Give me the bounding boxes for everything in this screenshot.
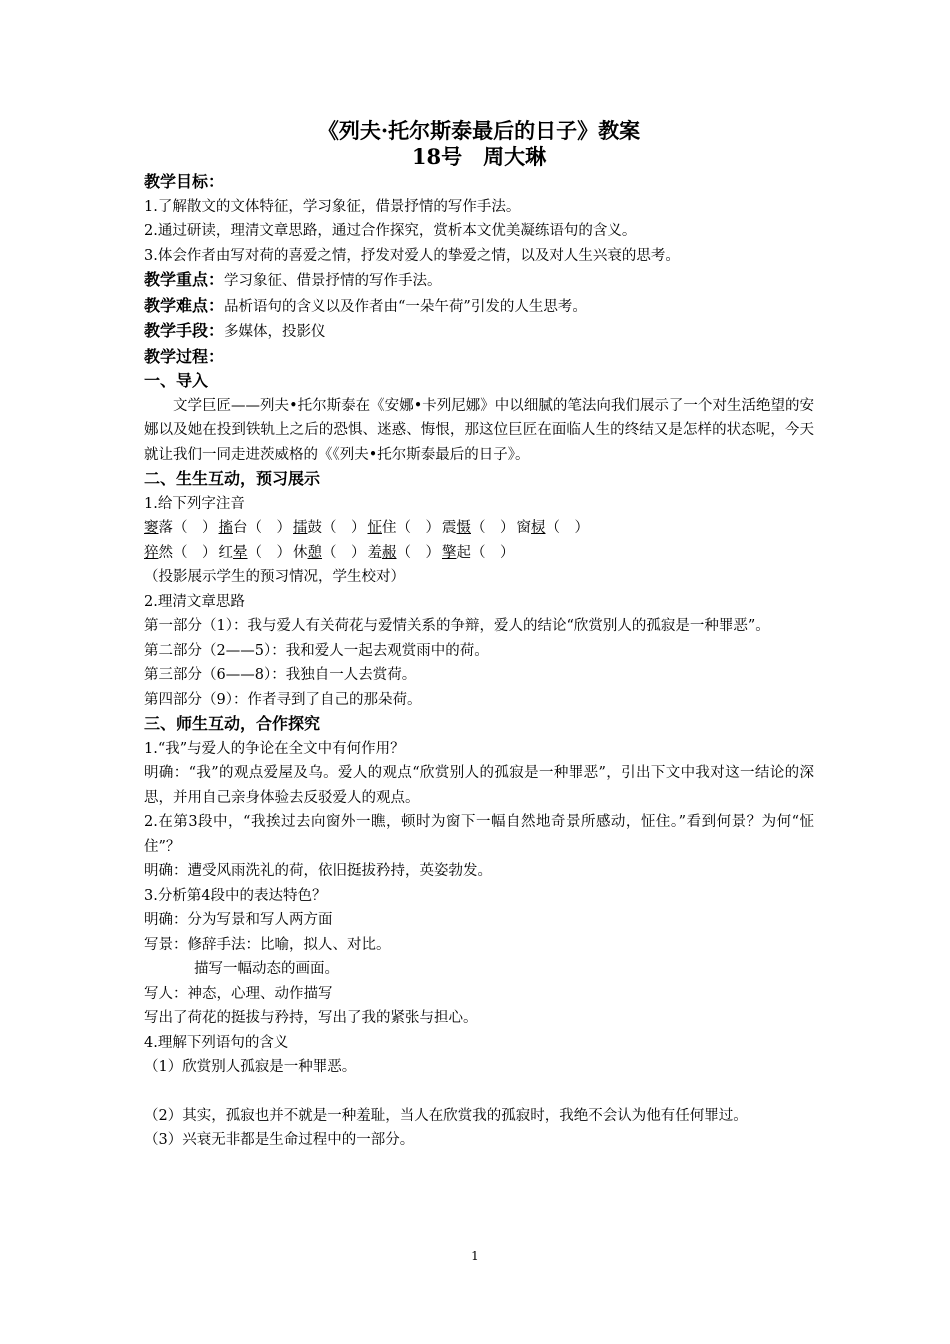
pinyin-item: 红晕（ ） (218, 544, 291, 561)
process-heading: 教学过程： (144, 346, 225, 366)
document-title: 《列夫·托尔斯泰最后的日子》教案 (317, 118, 641, 143)
section-2-title: 二、生生互动，预习展示 (144, 469, 321, 488)
sentence-1: （1）欣赏别人孤寂是一种罪恶。 (144, 1059, 357, 1075)
answer-3-line: 写出了荷花的挺拔与矜持，写出了我的紧张与担心。 (144, 1010, 478, 1026)
answer-3-line: 写人：神态，心理、动作描写 (144, 985, 333, 1002)
difficulties-label: 教学难点： (144, 295, 225, 315)
difficulties (144, 294, 814, 320)
answer-1: 明确：“我”的观点爱屋及乌。爱人的观点“欣赏别人的孤寂是一种罪恶”，引出下文中我对这一结论的深思，并用自己亲身体验去反驳爱人的观点。 (144, 765, 814, 806)
goal-item: 3.体会作者由写对荷的喜爱之情，抒发对爱人的挚爱之情，以及对人生兴衰的思考。 (144, 247, 680, 264)
pinyin-item: 怔住（ ） (367, 520, 440, 536)
section-1-paragraph: 文学巨匠——列夫•托尔斯泰在《安娜•卡列尼娜》中以细腻的笔法向我们展示了一个对生活绝望的安娜以及她在投到铁轨上之后的恐惧、迷惑、悔恨，那这位巨匠在面临人生的终结又是怎样的状态呢，今天就让我们一同走进茨威格的《《列夫•托尔斯泰最后的日子》。 (144, 397, 814, 463)
teaching-means-text: 多媒体，投影仪 (224, 324, 326, 340)
question-1: 1.“我”与爱人的争论在全文中有何作用？ (144, 740, 405, 757)
pinyin-item: 搐台（ ） (218, 520, 291, 536)
goals-heading: 教学目标： (144, 172, 225, 191)
pinyin-question: 1.给下列字注音 (144, 495, 245, 512)
goal-item: 2.通过研读，理清文章思路，通过合作探究，赏析本文优美凝练语句的含义。 (144, 223, 637, 239)
difficulties-text: 品析语句的含义以及作者由“一朵午荷”引发的人生思考。 (224, 298, 587, 315)
answer-3-line: 明确：分为写景和写人两方面 (144, 912, 333, 928)
pinyin-row-2 (144, 541, 814, 566)
teaching-means-label: 教学手段： (144, 321, 225, 340)
structure-part-3: 第三部分（6——8）：我独自一人去赏荷。 (144, 667, 417, 683)
pinyin-item: 窗棂（ ） (516, 520, 589, 536)
structure-part-1: 第一部分（1）：我与爱人有关荷花与爱情关系的争辩，爱人的结论“欣赏别人的孤寂是一种罪恶”。 (144, 618, 770, 634)
pinyin-item: 擎起（ ） (442, 544, 515, 561)
pinyin-item: 震慑（ ） (442, 520, 515, 536)
answer-3-line: 描写一幅动态的画面。 (194, 961, 339, 977)
structure-part-2: 第二部分（2——5）：我和爱人一起去观赏雨中的荷。 (144, 642, 489, 659)
pinyin-row-1 (144, 516, 814, 541)
sentence-3: （3）兴衰无非都是生命过程中的一部分。 (144, 1132, 415, 1148)
structure-part-4: 第四部分（9）：作者寻到了自己的那朵荷。 (144, 691, 422, 708)
key-points-text: 学习象征、借景抒情的写作手法。 (224, 273, 442, 289)
teaching-means (144, 319, 814, 345)
sentence-2: （2）其实，孤寂也并不就是一种羞耻，当人在欣赏我的孤寂时，我绝不会认为他有任何罪过。 (144, 1107, 748, 1124)
section-1-title: 一、导入 (144, 371, 209, 390)
pinyin-item: 擂鼓（ ） (293, 520, 366, 536)
pinyin-item: 羞赧（ ） (367, 544, 440, 561)
answer-2: 明确：遭受风雨洗礼的荷，依旧挺拔矜持，英姿勃发。 (144, 863, 492, 879)
page-number: 1 (471, 1249, 479, 1263)
pinyin-item: 窭落（ ） (144, 520, 217, 536)
question-3: 3.分析第4段中的表达特色？ (144, 887, 327, 904)
question-4: 4.理解下列语句的含义 (144, 1034, 289, 1051)
answer-3-line: 写景：修辞手法：比喻，拟人、对比。 (144, 936, 391, 953)
pinyin-item: 休憩（ ） (293, 544, 366, 561)
section-3-title: 三、师生互动，合作探究 (144, 714, 321, 733)
question-2: 2.在第3段中，“我挨过去向窗外一瞧，顿时为窗下一幅自然地奇景所感动，怔住。”看到何景？为何“怔住”？ (144, 814, 814, 855)
blank-line (144, 1080, 814, 1104)
key-points (144, 268, 814, 294)
document-page (144, 118, 814, 1153)
key-points-label: 教学重点： (144, 270, 225, 289)
preview-note: （投影展示学生的预习情况，学生校对） (144, 569, 405, 585)
author-line: 18号 周大琳 (411, 144, 547, 169)
goal-item: 1.了解散文的文体特征，学习象征，借景抒情的写作手法。 (144, 198, 521, 215)
structure-question: 2.理清文章思路 (144, 593, 245, 610)
pinyin-item: 猝然（ ） (144, 544, 217, 561)
